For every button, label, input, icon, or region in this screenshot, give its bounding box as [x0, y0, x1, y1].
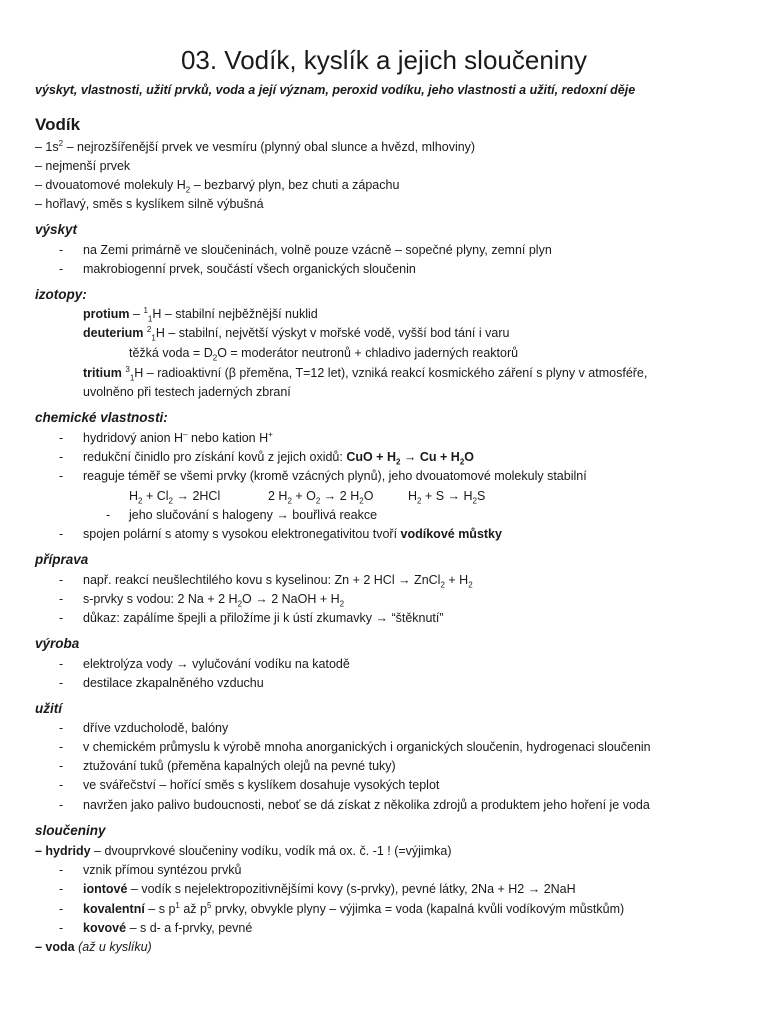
equation-hcl: $H_2 + Cl_2 \to 2HCl$ — [129, 489, 221, 506]
heavy-water-line: těžká voda = $D_2O$ = moderátor neutronů + chladivo jaderných reaktorů — [129, 346, 519, 363]
intro-line-4: – hořlavý, směs s kyslíkem silně výbušná — [35, 197, 264, 211]
isotope-tritium-cont: uvolněno při testech jaderných zbraní — [83, 385, 291, 399]
intro-line-2: – nejmenší prvek — [35, 159, 131, 173]
section-heading-priprava: příprava — [35, 552, 89, 567]
section-heading-izotopy: izotopy: — [35, 287, 87, 302]
page-subtitle: výskyt, vlastnosti, užití prvků, voda a její význam, peroxid vodíku, jeho vlastnosti a užití, redoxní děje — [35, 83, 636, 97]
isotope-deuterium: deuterium $^2_1$H – stabilní, největší výskyt v mořské vodě, vyšší bod tání i varu — [83, 324, 510, 343]
section-heading-vyroba: výroba — [35, 636, 80, 651]
isotope-protium: protium – $^1_1$H – stabilní nejběžnější nuklid — [83, 305, 318, 324]
heading-vodik: Vodík — [35, 115, 81, 134]
equation-h2s: $H_2 + S \to H_2S$ — [408, 489, 486, 506]
voda-line: – voda (až u kyslíku) — [35, 940, 152, 954]
document-page: 03. Vodík, kyslík a jejich sloučeniny výskyt, vlastnosti, užití prvků, voda a její význam, peroxid vodíku, jeho vlastnosti a užití, redoxní děje Vodík – $1s^2$ – nejrozšířenější prvek ve vesmíru (plynný obal slunce a hvězd, mlhoviny) – nejmenší prvek – dvouatomové molekuly $H_2$ – bezbarvý plyn, bez chuti a zápachu – hořlavý, směs s kyslíkem silně výbušná výskyt - na Zemi primárně ve sloučeninách, volně pouze vzácně – sopečné plyny, zemní plyn - makrobiogenní prvek, součástí všech organických sloučenin izotopy: protium – $^1_1$H – stabilní nejběžnější nuklid deuterium $^2_1$H – stabilní, největší výskyt v mořské vodě, vyšší bod tání i varu těžká voda = $D_2O$ = moderátor neutronů + chladivo jaderných reaktorů tritium $^3_1$H – radioaktivní (β přeměna, T=12 let), vzniká reakcí kosmického záření s plyny v atmosféře, uvolněno při testech jaderných zbraní chemické vlastnosti: - hydridový anion H– nebo kation H+ - redukční činidlo pro získání kovů z jejich oxidů: CuO + $H_2 \to Cu + H_2O$ - reaguje téměř se všemi prvky (kromě vzácných plynů), jeho dvouatomové molekuly stabilní $H_2 + Cl_2 \to 2HCl$ 2 $H_2 + O_2 \to 2$ $H_2O$ $H_2 + S \to H_2S$ - jeho slučování s halogeny → bouřlivá reakce - spojen polární s atomy s vysokou elektronegativitou tvoří vodíkové můstky příprava - např. reakcí neušlechtilého kovu s kyselinou: Zn + 2 HCl → ZnCl$_2$ + $H_2$ - s-prvky s vodou: 2 Na + 2 $H_2O \to 2$ NaOH + $H_2$ - důkaz: zapálíme špejli a přiložíme ji k ústí zkumavky → “štěknutí” výroba - elektrolýza vody → vylučování vodíku na katodě - destilace zkapalněného vzduchu užití - dříve vzducholodě, balóny - v chemickém průmyslu k výrobě mnoha anorganických i organických sloučenin, hydrogenaci sloučenin - ztužování tuků (přeměna kapalných olejů na pevné tuky) - ve svářečství – hořící směs s kyslíkem dosahuje vysokých teplot - navržen jako palivo budoucnosti, neboť se dá získat z několika zdrojů a produktem jeho hoření je voda sloučeniny – hydridy – dvouprvkové sloučeniny vodíku, vodík má ox. č. -1 ! (=výjimka) - vznik přímou syntézou prvků - iontové – vodík s nejelektropozitivnějšími kovy (s-prvky), pevné látky, 2Na + H2 → 2NaH - kovalentní – s $p^1$ až $p^5$ prvky, obvykle plyny – výjimka = voda (kapalná kvůli vodíkovým můstkům) - kovové – s d- a f-prvky, pevné – voda (až u kyslíku) — [0, 0, 768, 1024]
section-heading-chem: chemické vlastnosti: — [35, 410, 168, 425]
intro-line-3: – dvouatomové molekuly $H_2$ – bezbarvý plyn, bez chuti a zápachu — [35, 178, 400, 195]
isotope-tritium: tritium $^3_1$H – radioaktivní (β přeměna, T=12 let), vzniká reakcí kosmického záření s plyny v atmosféře, — [83, 364, 648, 383]
equation-water: 2 $H_2 + O_2 \to 2$ $H_2O$ — [268, 489, 374, 506]
hydridy-line: – hydridy – dvouprvkové sloučeniny vodíku, vodík má ox. č. -1 ! (=výjimka) — [35, 844, 452, 858]
page-title: 03. Vodík, kyslík a jejich sloučeniny — [180, 45, 588, 75]
intro-line-1: – $1s^2$ – nejrozšířenější prvek ve vesmíru (plynný obal slunce a hvězd, mlhoviny) — [35, 138, 476, 154]
section-heading-vyskyt: výskyt — [35, 222, 78, 237]
section-heading-uziti: užití — [35, 701, 62, 716]
section-heading-slouceniny: sloučeniny — [35, 823, 106, 838]
